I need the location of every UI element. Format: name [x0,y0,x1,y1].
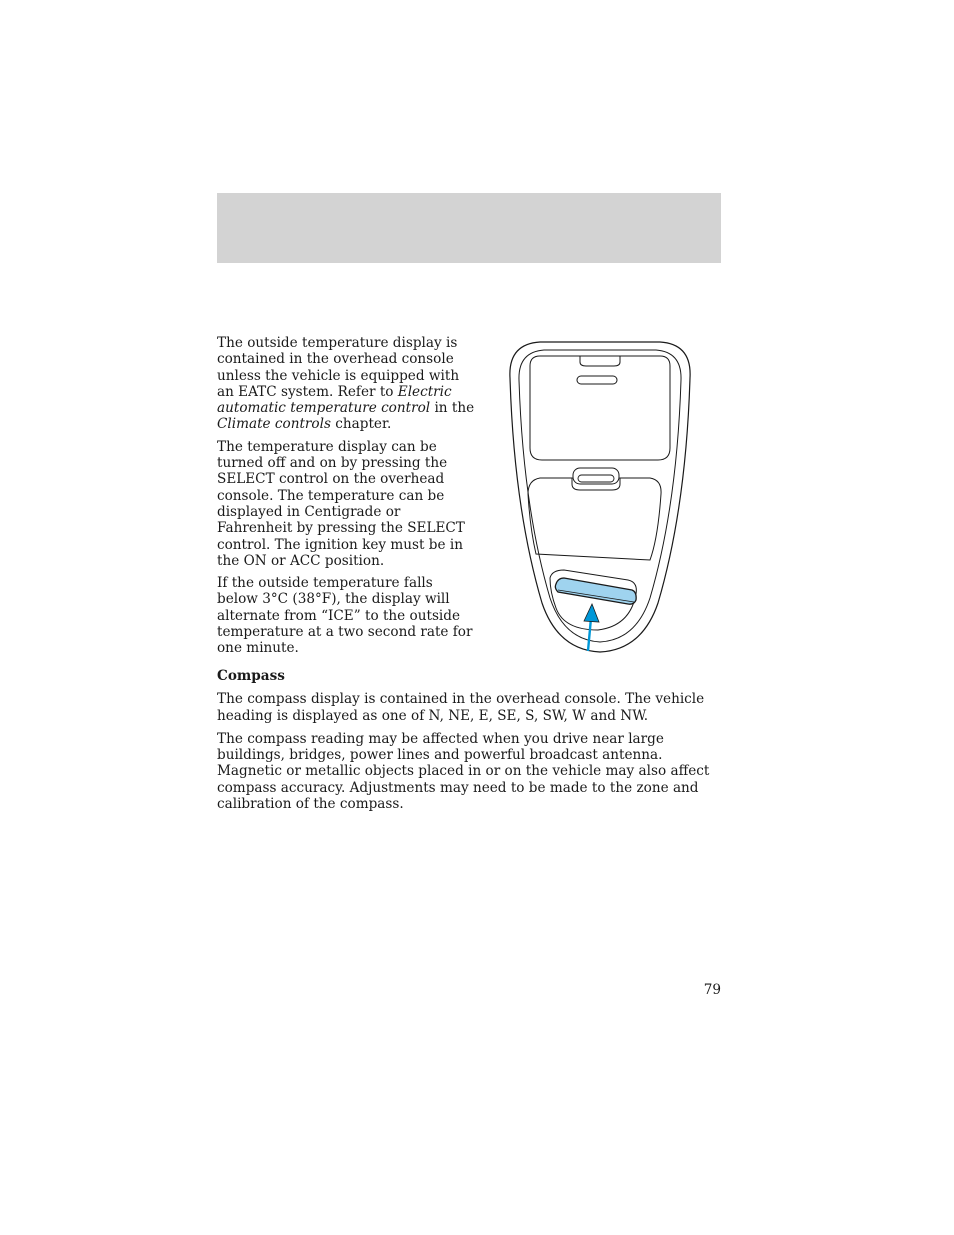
upper-slot [577,376,617,384]
upper-latch [580,356,620,366]
page-number: 79 [703,982,721,998]
compass-section [217,668,723,819]
climate-controls-italic: Climate controls [217,416,331,433]
overhead-console-svg [500,338,700,658]
middle-latch-inner [578,475,614,482]
paragraph-eatc-part-3: chapter. [330,416,392,433]
eatc-reference-italic: Electric automatic temperature control [217,383,452,417]
paragraph-ice-warning: If the outside temperature falls below 3°C (38°F), the display will alternate from “ICE” to the outside temperature at a two second rate for one minute. [217,575,473,657]
compass-heading: Compass [217,668,285,684]
pointer-arrow-shaft [588,618,591,651]
paragraph-eatc-part-1: The outside temperature display is contained in the overhead console unless the vehicle is equipped with an EATC system. Refer to [217,335,460,400]
paragraph-eatc [217,335,475,433]
temperature-text-column [217,335,475,663]
paragraph-select-control: The temperature display can be turned off and on by pressing the SELECT control on the overhead console. The temperature can be displayed in Centigrade or Fahrenheit by pressing the SELECT control. The ignition key must be in the ON or ACC position. [217,438,465,569]
lower-compartment [528,478,661,560]
chapter-header-band [217,193,721,263]
paragraph-eatc-part-2: in the [430,400,475,417]
compass-accuracy-paragraph: The compass reading may be affected when you drive near large buildings, bridges, power lines and powerful broadcast antenna. Magnetic or metallic objects placed in or on the vehicle may also affect compass accuracy. Adjustments may need to be made to the zone and calibration of the compass. [217,730,710,813]
compass-display-paragraph: The compass display is contained in the overhead console. The vehicle heading is displayed as one of N, NE, E, SE, S, SW, W and NW. [217,691,705,724]
pointer-arrow-head [584,604,599,622]
upper-compartment [530,356,670,460]
overhead-console-illustration [500,338,700,658]
console-outer-outline [510,342,690,652]
